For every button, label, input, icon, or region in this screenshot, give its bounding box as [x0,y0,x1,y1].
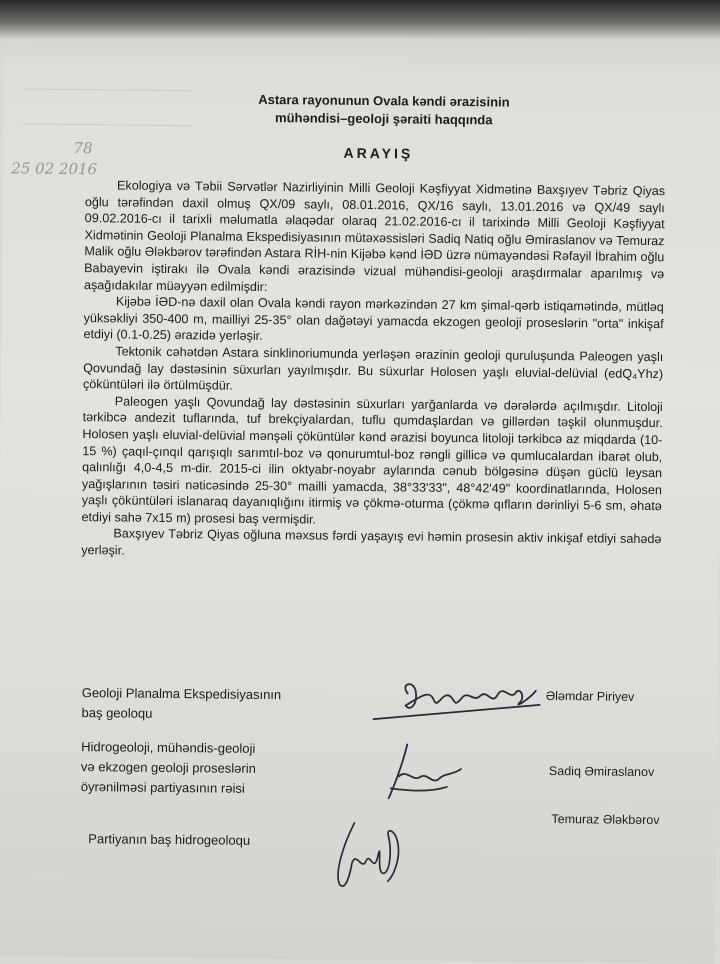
signatory-1-title [81,683,281,725]
photo-top-shadow [0,0,720,40]
handwritten-date: 25 02 2016 [11,159,98,179]
signatory-1-name: Ələmdar Piriyev [545,688,635,704]
signature-3 [326,815,407,896]
signatory-1-title-line-1: Geoloji Planalma Ekspedisiyasının [81,685,282,703]
signatory-3-title-line-1: Partiyanın baş hidrogeoloqu [88,831,251,848]
document-header [219,91,549,130]
signatory-3-name: Temuraz Ələkbərov [551,812,660,828]
header-line-2: mühəndisi–geoloji şəraiti haqqında [274,110,493,128]
paragraph-lithology: Paleogen yaşlı Qovundağ lay dəstəsinin süxurları yarğanlarda və dərələrdə açılmışdır. Litoloji tərkibcə andezit tuflarında, tuf brekçiyalardan, tuflu qumdaşlardan və gillərdən təşkil olunmuşdur. Holosen yaşlı eluvial-delüvial mənşəli çöküntülər kənd ərazisi boyunca litoloji tərkibcə az miqdarda (10-15 %) çaqıl-çınqıl qarışıqlı sarımtıl-boz və qonurumtul-boz rəngli gillicə və qumlucalardan ibarət olub, qalınlığı 4,0-4,5 m-dir. 2015-ci ilin oktyabr-noyabr aylarında cənub bölgəsinə düşən güclü leysan yağışlarının təsiri nəticəsində 25-30° mailli yamacda, 38°33'33", 48°42'49" koordinatlarında, Holosen yaşlı çöküntüləri islanaraq dayanıqlığını itirmiş və çökmə-oturma (çökmə qıfların dərinliyi 5-6 sm, əhatə etdiyi sahə 7x15 m) prosesi baş vermişdir. [81,394,663,527]
header-line-1: Astara rayonunun Ovala kəndi ərazisinin [258,91,510,110]
signature-2 [377,738,468,809]
paragraph-intro: Ekologiya və Təbii Sərvətlər Nazirliyinin Milli Geoloji Kəşfiyyat Xidmətinə Baxşıyev Təbriz Qiyas oğlu tərəfindən daxil olmuş QX/09 saylı, 08.01.2016, QX/16 saylı, 13.01.2016 və QX/49 saylı 09.02.2016-cı il tarixli məlumatla əlaqədar olaraq 21.02.2016-cı il tarixində Milli Geoloji Kəşfiyyat Xidmətinin Geoloji Planalma Ekspedisiyasının mütəxəssisləri Sadiq Natiq oğlu Əmiraslanov və Temuraz Malik oğlu Ələkbərov tərəfindən Astara RİH-nin Kijəbə kənd İƏD üzrə nümayəndəsi Rəfayil İbrahim oğlu Babayevin iştirakı ilə Ovala kəndi ərazisində vizual mühəndisi-geoloji araşdırmalar aparılmış və aşağıdakılar müəyyən edilmişdir: [83,178,666,294]
paragraph-tectonics: Tektonik cəhətdən Astara sinklinoriumunda yerləşən ərazinin geoloji quruluşunda Paleogen yaşlı Qovundağ lay dəstəsinin süxurları yayılmışdır. Bu süxurlar Holosen yaşlı eluvial-delüvial (edQ₄Yhz) çöküntüləri ilə örtülmüşdür. [82,344,664,393]
signatory-2-title-line-2: və ekzogen geoloji proseslərin [80,759,256,776]
signatory-2-title-line-3: öyrənilməsi partiyasının rəisi [80,779,245,796]
document-title: ARAYIŞ [343,144,414,162]
paragraph-conclusion: Baxşıyev Təbriz Qiyas oğluna məxsus fərdi yaşayış evi həmin prosesin aktiv inkişaf etdiyi sahədə yerləşir. [81,526,662,558]
document-body [81,177,665,565]
signatory-2-name: Sadiq Əmiraslanov [548,763,655,780]
handwritten-number: 78 [73,138,93,158]
faded-header-stamp [22,88,192,126]
signatory-1-title-line-2: baş geoloqu [81,705,153,721]
signatory-2-title-line-1: Hidrogeoloji, mühəndis-geoloji [81,739,256,756]
signatory-3-title [88,829,250,851]
paragraph-location: Kijəbə İƏD-nə daxil olan Ovala kəndi rayon mərkəzindən 27 km şimal-qərb istiqamətində, mütləq yüksəkliyi 350-400 m, mailliyi 25-35° olan dağətəyi yamacda ekzogen geoloji proseslərin "orta" inkişaf etdiyi (0.1-0.25) ərazidə yerləşir. [83,294,664,344]
signatory-2-title [81,737,257,799]
signature-1 [369,675,570,727]
